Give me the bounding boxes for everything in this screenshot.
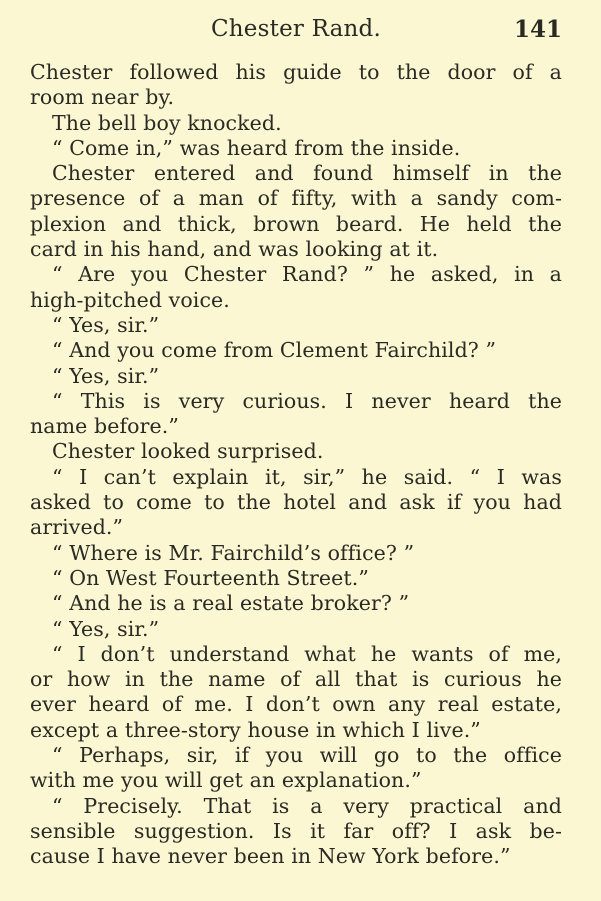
- text-line: cause I have never been in New York before.”: [30, 844, 511, 869]
- text-line: “ Where is Mr. Fairchild’s office? ”: [52, 540, 415, 565]
- text-line: “ On West Fourteenth Street.”: [52, 565, 369, 590]
- text-line: arrived.”: [30, 515, 124, 540]
- text-line: “ Precisely. That is a very practical and: [52, 793, 562, 818]
- text-line: “ I don’t understand what he wants of me,: [52, 641, 562, 666]
- running-title: Chester Rand.: [211, 16, 381, 42]
- text-line: “ Yes, sir.”: [52, 616, 160, 641]
- text-line: ever heard of me. I don’t own any real estate,: [30, 692, 562, 717]
- text-line: “ And you come from Clement Fairchild? ”: [52, 338, 497, 363]
- text-line: “ Are you Chester Rand? ” he asked, in a: [52, 262, 562, 287]
- text-line: room near by.: [30, 85, 175, 110]
- text-line: asked to come to the hotel and ask if you had: [30, 490, 562, 515]
- body-text: [30, 60, 562, 870]
- text-line: “ And he is a real estate broker? ”: [52, 591, 410, 616]
- text-line: “ Perhaps, sir, if you will go to the office: [52, 743, 562, 768]
- text-line: “ Come in,” was heard from the inside.: [52, 135, 461, 160]
- text-line: “ I can’t explain it, sir,” he said. “ I was: [52, 464, 562, 489]
- page-number: 141: [513, 16, 562, 43]
- text-line: Chester entered and found himself in the: [52, 161, 562, 186]
- text-line: Chester looked surprised.: [52, 439, 324, 464]
- text-line: name before.”: [30, 414, 179, 439]
- text-line: high-pitched voice.: [30, 287, 230, 312]
- text-line: or how in the name of all that is curious he: [30, 667, 562, 692]
- text-line: Chester followed his guide to the door of a: [30, 60, 562, 84]
- text-line: with me you will get an explanation.”: [30, 768, 422, 793]
- text-line: “ Yes, sir.”: [52, 312, 160, 337]
- text-line: “ Yes, sir.”: [52, 363, 160, 388]
- text-line: presence of a man of fifty, with a sandy com-: [30, 186, 562, 211]
- text-line: The bell boy knocked.: [52, 110, 282, 135]
- text-line: “ This is very curious. I never heard the: [52, 388, 562, 413]
- page-header: [30, 14, 562, 48]
- text-line: sensible suggestion. Is it far off? I ask be-: [30, 818, 562, 843]
- text-line: card in his hand, and was looking at it.: [30, 237, 439, 262]
- text-line: plexion and thick, brown beard. He held the: [30, 211, 562, 236]
- text-line: except a three-story house in which I live.”: [30, 717, 481, 742]
